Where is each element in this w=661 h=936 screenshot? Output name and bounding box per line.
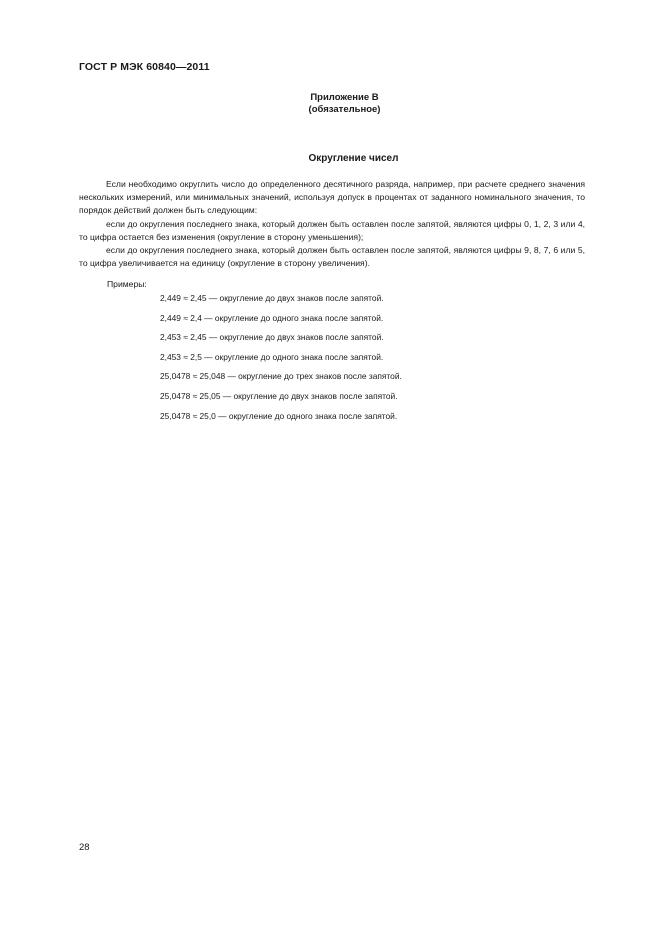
example-item: 25,0478 ≈ 25,0 — округление до одного знака после запятой.	[160, 410, 398, 421]
examples-label: Примеры:	[107, 279, 147, 289]
example-item: 2,453 ≈ 2,45 — округление до двух знаков после запятой.	[160, 332, 384, 343]
document-header: ГОСТ Р МЭК 60840—2011	[79, 61, 210, 73]
example-item: 25,0478 ≈ 25,048 — округление до трех знаков после запятой.	[160, 371, 402, 382]
example-item: 2,453 ≈ 2,5 — округление до одного знака после запятой.	[160, 351, 384, 362]
appendix-status: (обязательное)	[308, 104, 381, 115]
example-item: 2,449 ≈ 2,4 — округление до одного знака после запятой.	[160, 312, 384, 323]
paragraph-round-up: если до округления последнего знака, который должен быть оставлен после запятой, являются цифры 9, 8, 7, 6 или 5, то цифра увеличивается на единицу (округление в сторону увеличения).	[79, 245, 585, 269]
appendix-title: Приложение В	[310, 92, 379, 103]
example-item: 2,449 ≈ 2,45 — округление до двух знаков после запятой.	[160, 293, 384, 303]
page-number: 28	[79, 842, 90, 853]
paragraph-round-down: если до округления последнего знака, который должен быть оставлен после запятой, являются цифры 0, 1, 2, 3 или 4, то цифра остается без изменения (округление в сторону уменьшения);	[79, 218, 585, 242]
paragraph-intro: Если необходимо округлить число до определенного десятичного разряда, например, при расчете среднего значения нескольких измерений, или минимальных значений, используя допуск в процентах от заданного номинального значения, то порядок действий должен быть следующим:	[79, 179, 585, 216]
appendix-heading	[0, 92, 661, 116]
section-title: Округление чисел	[308, 153, 399, 164]
examples-list	[160, 292, 402, 429]
body-text	[79, 178, 585, 270]
example-item: 25,0478 ≈ 25,05 — округление до двух знаков после запятой.	[160, 390, 398, 401]
